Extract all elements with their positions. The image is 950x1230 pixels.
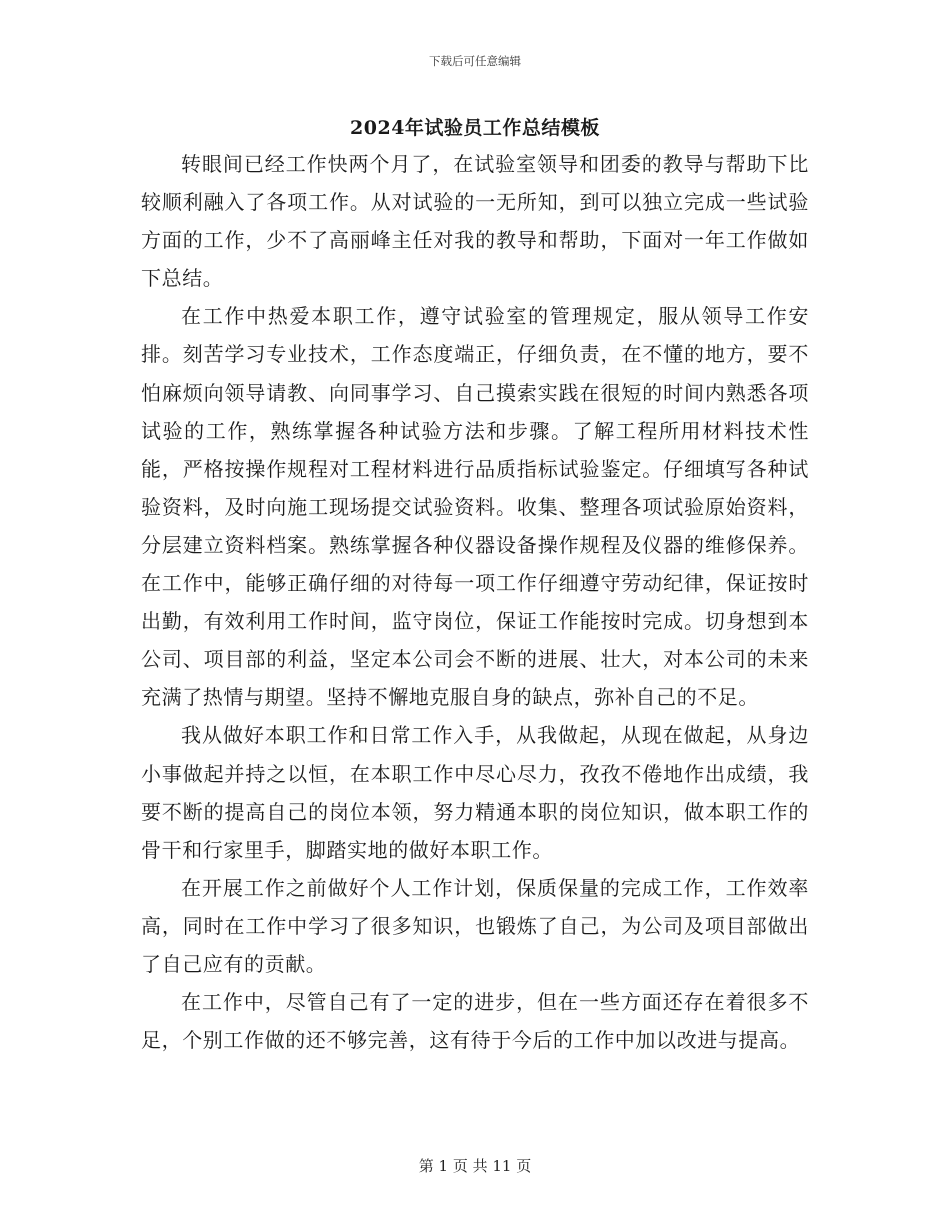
document-title: 2024年试验员工作总结模板 xyxy=(350,117,600,139)
page-header-note: 下载后可任意编辑 xyxy=(429,54,521,68)
document-body xyxy=(141,145,809,1059)
paragraph-5: 在工作中，尽管自己有了一定的进步，但在一些方面还存在着很多不足，个别工作做的还不够完善，这有待于今后的工作中加以改进与提高。 xyxy=(141,990,809,1053)
page-number-footer: 第 1 页 共 11 页 xyxy=(418,1157,532,1175)
paragraph-4: 在开展工作之前做好个人工作计划，保质保量的完成工作，工作效率高，同时在工作中学习了很多知识，也锻炼了自己，为公司及项目部做出了自己应有的贡献。 xyxy=(141,875,809,976)
paragraph-1: 转眼间已经工作快两个月了，在试验室领导和团委的教导与帮助下比较顺利融入了各项工作。从对试验的一无所知，到可以独立完成一些试验方面的工作，少不了高丽峰主任对我的教导和帮助，下面对一年工作做如下总结。 xyxy=(141,152,809,291)
paragraph-2: 在工作中热爱本职工作，遵守试验室的管理规定，服从领导工作安排。刻苦学习专业技术，工作态度端正，仔细负责，在不懂的地方，要不怕麻烦向领导请教、向同事学习、自己摸索实践在很短的时间内熟悉各项试验的工作，熟练掌握各种试验方法和步骤。了解工程所用材料技术性能，严格按操作规程对工程材料进行品质指标试验鉴定。仔细填写各种试验资料，及时向施工现场提交试验资料。收集、整理各项试验原始资料，分层建立资料档案。熟练掌握各种仪器设备操作规程及仪器的维修保养。在工作中，能够正确仔细的对待每一项工作仔细遵守劳动纪律，保证按时出勤，有效利用工作时间，监守岗位，保证工作能按时完成。切身想到本公司、项目部的利益，坚定本公司会不断的进展、壮大，对本公司的未来充满了热情与期望。坚持不懈地克服自身的缺点，弥补自己的不足。 xyxy=(141,304,809,710)
paragraph-3: 我从做好本职工作和日常工作入手，从我做起，从现在做起，从身边小事做起并持之以恒，在本职工作中尽心尽力，孜孜不倦地作出成绩，我要不断的提高自己的岗位本领，努力精通本职的岗位知识，做本职工作的骨干和行家里手，脚踏实地的做好本职工作。 xyxy=(141,723,809,862)
